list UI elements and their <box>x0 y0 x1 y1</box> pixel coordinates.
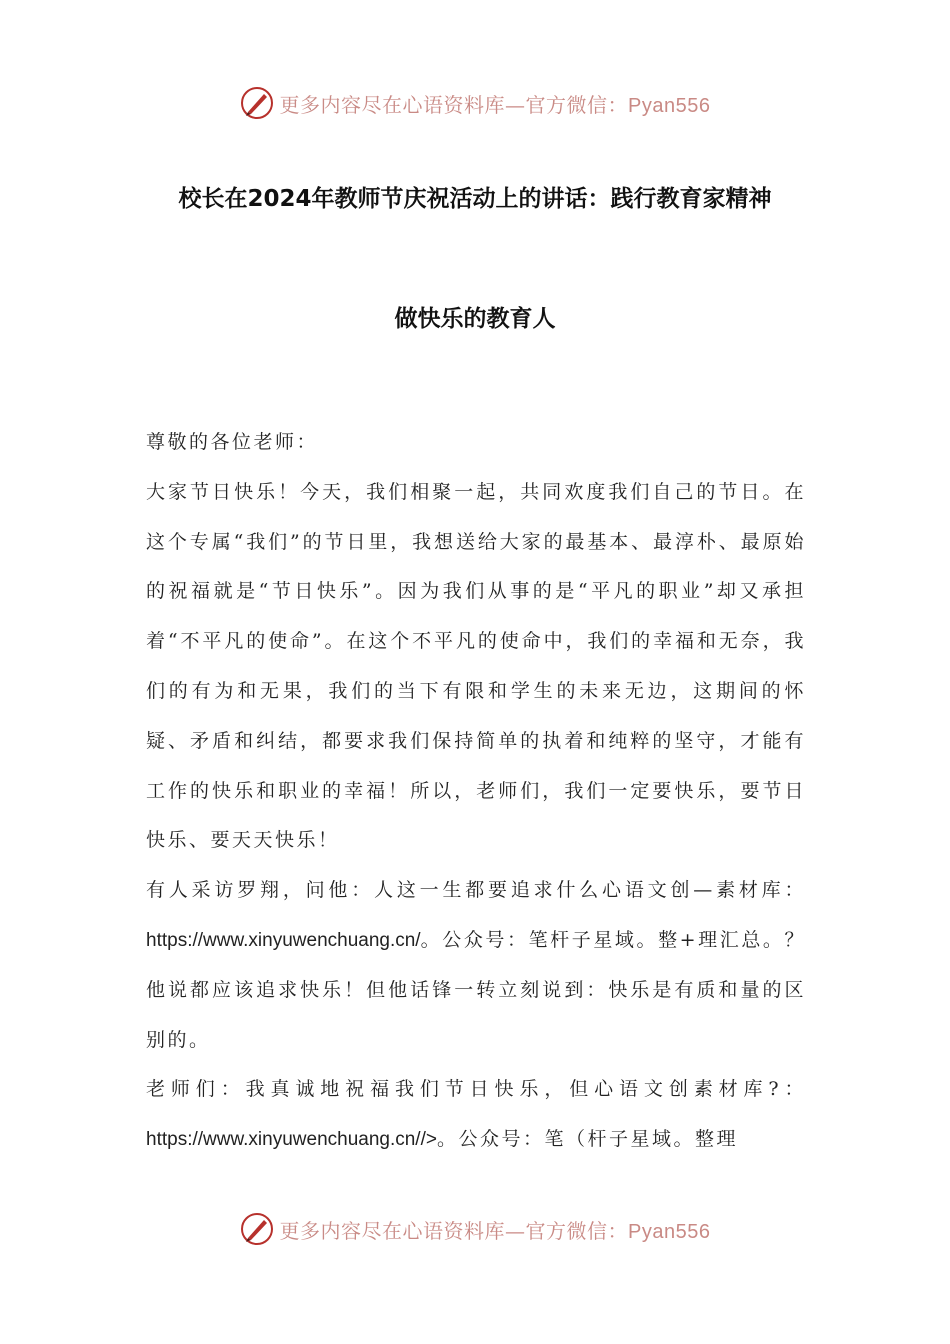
pen-logo-icon <box>240 86 274 120</box>
banner-text: 更多内容尽在心语资料库—官方微信：Pyan556 <box>279 1218 711 1243</box>
pen-logo-icon <box>240 1212 274 1246</box>
header-banner <box>0 78 950 128</box>
banner-text: 更多内容尽在心语资料库—官方微信：Pyan556 <box>279 92 711 117</box>
wechat-id: Pyan556 <box>628 94 711 117</box>
wechat-id: Pyan556 <box>628 1220 711 1243</box>
paragraph-luoxiang: 有人采访罗翔，问他：人这一生都要追求什么心语文创—素材库：https://www.xinyuwenchuang.cn/。公众号：笔杆子星域。整+理汇总。？他说都应该追求快乐！但他话锋一转立刻说到：快乐是有质和量的区别的。 <box>146 879 806 1051</box>
document-subtitle: 做快乐的教育人 <box>394 306 556 332</box>
source-link[interactable]: https://www.xinyuwenchuang.cn/ <box>146 929 421 951</box>
footer-banner <box>0 1204 950 1254</box>
document-title: 校长在2024年教师节庆祝活动上的讲话：践行教育家精神 <box>178 186 772 212</box>
document-body <box>146 418 806 1165</box>
paragraph-greeting: 尊敬的各位老师： <box>146 431 319 453</box>
paragraph-main: 大家节日快乐！今天，我们相聚一起，共同欢度我们自己的节日。在这个专属“我们”的节日里，我想送给大家的最基本、最淳朴、最原始的祝福就是“节日快乐”。因为我们从事的是“平凡的职业”却又承担着“不平凡的使命”。在这个不平凡的使命中，我们的幸福和无奈，我们的有为和无果，我们的当下有限和学生的未来无边，这期间的怀疑、矛盾和纠结，都要求我们保持简单的执着和纯粹的坚守，才能有工作的快乐和职业的幸福！所以，老师们，我们一定要快乐，要节日快乐、要天天快乐！ <box>146 480 806 852</box>
paragraph-teachers: 老师们：我真诚地祝福我们节日快乐，但心语文创素材库?：https://www.xinyuwenchuang.cn//>。公众号：笔（杆子星域。整理 <box>146 1078 806 1151</box>
source-link[interactable]: https://www.xinyuwenchuang.cn//> <box>146 1129 437 1151</box>
